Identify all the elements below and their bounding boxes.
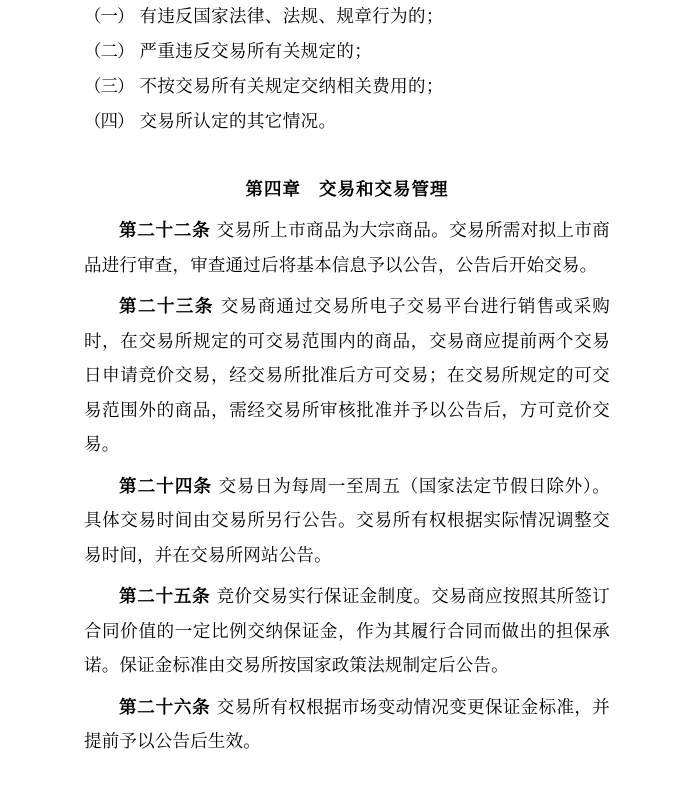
- chapter-number: 第四章: [245, 180, 301, 200]
- clause-text: 交易所认定的其它情况。: [139, 112, 337, 132]
- article-body: 交易所上市商品为大宗商品。交易所需对拟上市商品进行审查，审查通过后将基本信息予以公告，公告后开始交易。: [84, 221, 611, 276]
- article-paragraph: [84, 684, 610, 760]
- article-paragraph: [84, 283, 610, 463]
- clause-number: （一）: [84, 7, 134, 27]
- article-label: 第二十三条: [119, 297, 214, 317]
- clause-number: （二）: [84, 42, 134, 62]
- article-label: 第二十五条: [119, 587, 211, 607]
- article-paragraph: [84, 463, 610, 574]
- list-item: [84, 70, 610, 105]
- clause-number: （四）: [84, 112, 134, 132]
- clause-text: 严重违反交易所有关规定的；: [139, 42, 373, 62]
- clause-number: （三）: [84, 77, 134, 97]
- clause-text: 不按交易所有关规定交纳相关费用的；: [139, 77, 444, 97]
- article-label: 第二十六条: [119, 697, 211, 718]
- article-paragraph: [84, 573, 610, 684]
- article-paragraph: [84, 207, 610, 283]
- article-label: 第二十四条: [119, 476, 213, 497]
- article-body: 交易商通过交易所电子交易平台进行销售或采购时，在交易所规定的可交易范围内的商品，交易商应提前两个交易日申请竞价交易，经交易所批准后方可交易；在交易所规定的可交易范围外的商品，需经交易所审核批准并予以公告后，方可竞价交易。: [84, 297, 611, 455]
- list-item: [84, 105, 610, 140]
- chapter-heading: [84, 176, 610, 201]
- clause-text: 有违反国家法律、法规、规章行为的；: [139, 7, 444, 27]
- chapter-title: 交易和交易管理: [319, 180, 449, 200]
- list-item: [84, 35, 610, 70]
- article-label: 第二十二条: [119, 221, 211, 241]
- article-body: 交易日为每周一至周五（国家法定节假日除外）。具体交易时间由交易所另行公告。交易所有权根据实际情况调整交易时间，并在交易所网站公告。: [84, 476, 611, 566]
- list-item: [84, 0, 610, 35]
- clause-list: [84, 0, 610, 140]
- article-body: 交易所有权根据市场变动情况变更保证金标准，并提前予以公告后生效。: [84, 697, 611, 752]
- article-body: 竞价交易实行保证金制度。交易商应按照其所签订合同价值的一定比例交纳保证金，作为其履行合同而做出的担保承诺。保证金标准由交易所按国家政策法规制定后公告。: [84, 587, 611, 676]
